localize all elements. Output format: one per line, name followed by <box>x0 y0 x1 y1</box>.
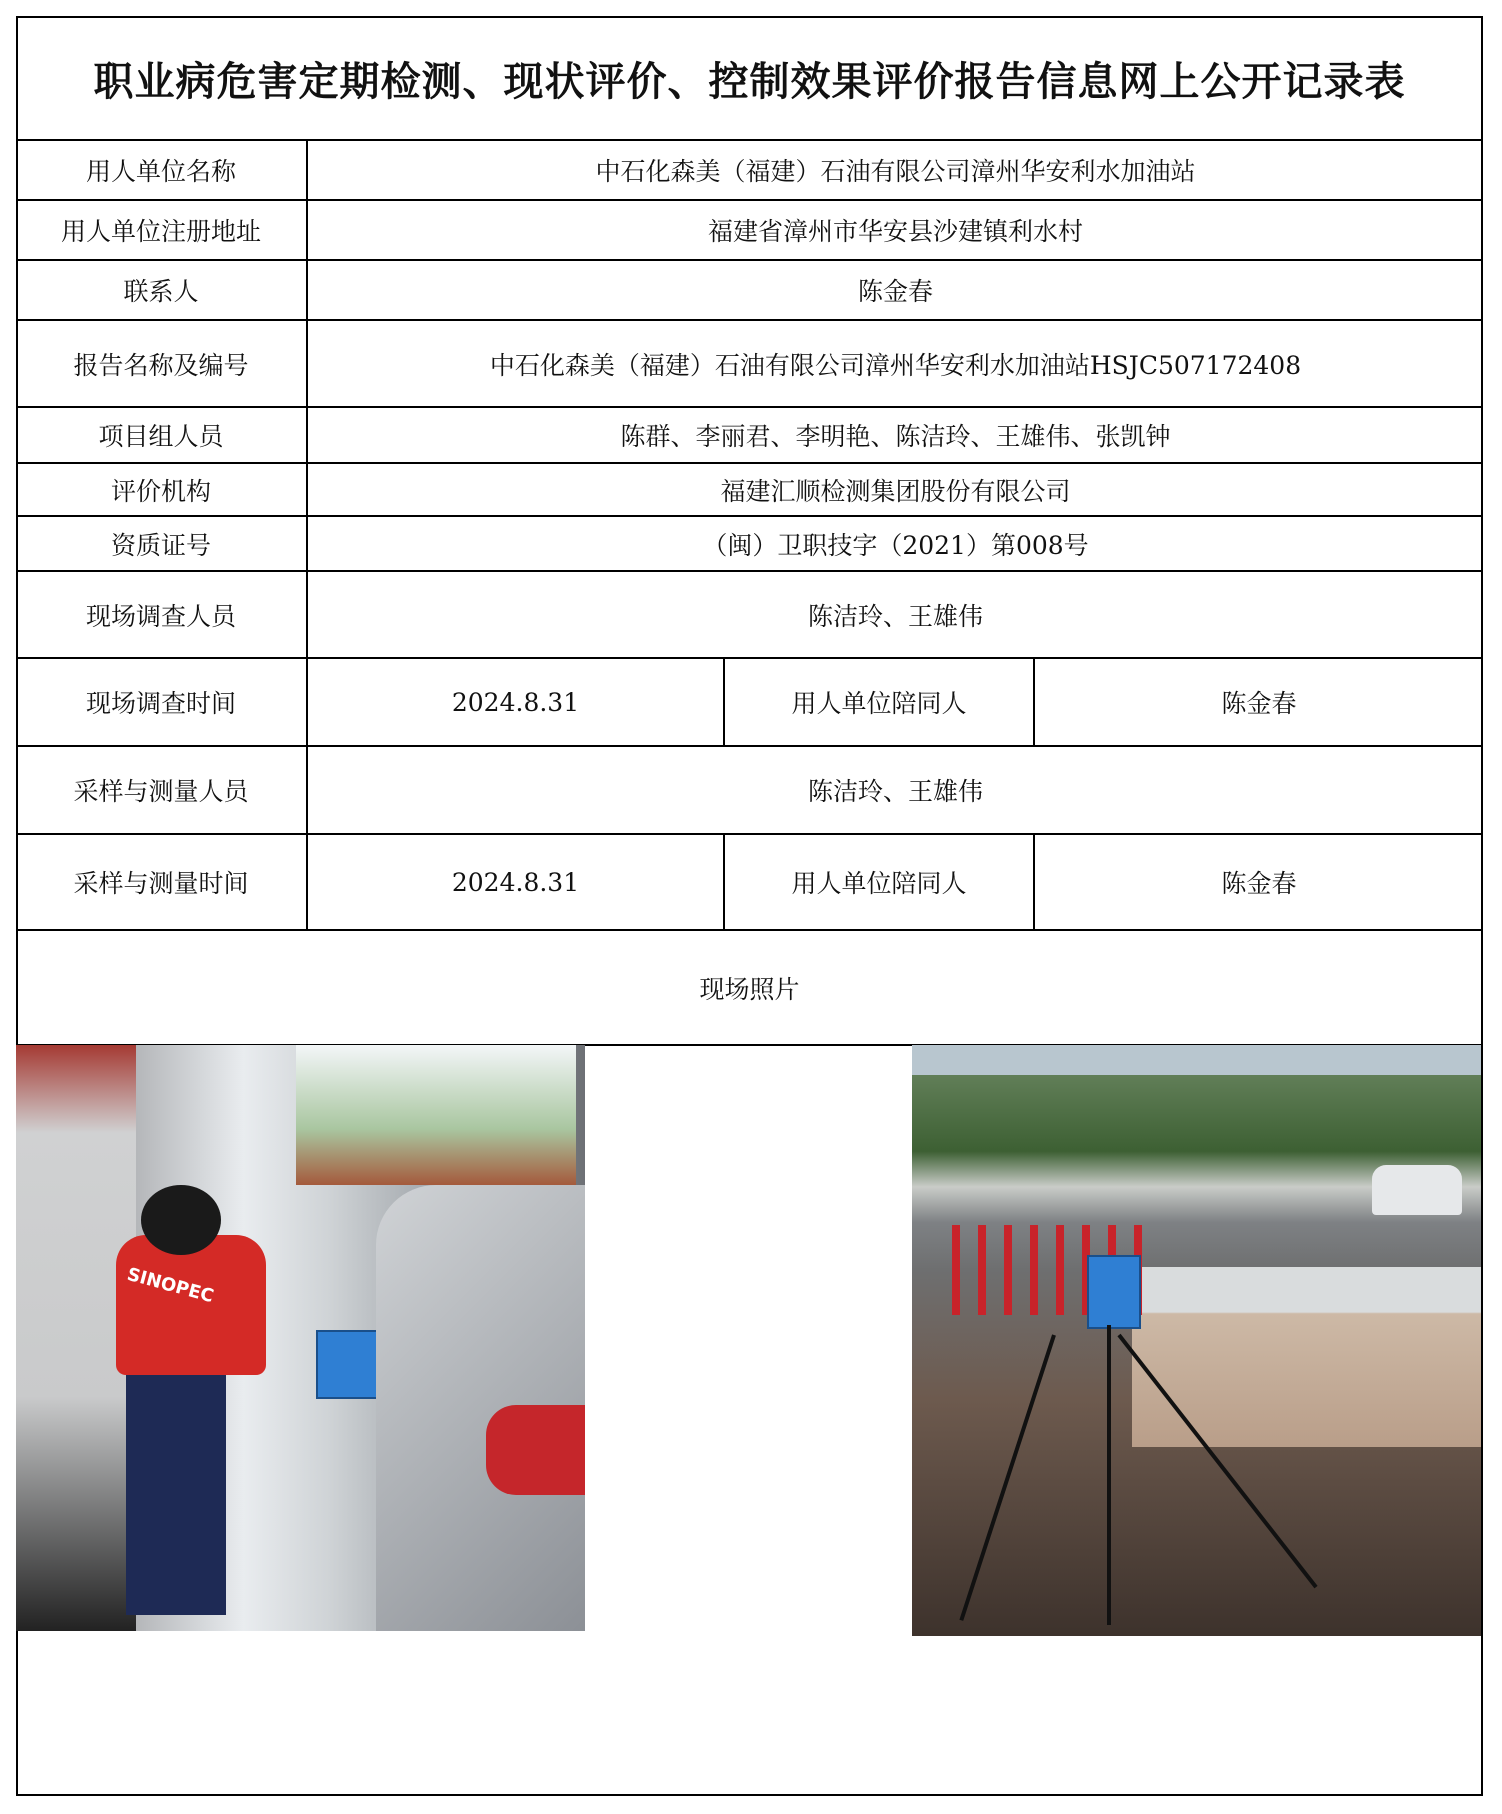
license-value: （闽）卫职技字（2021）第008号 <box>702 530 1089 560</box>
survey-companion-label: 用人单位陪同人 <box>791 689 967 718</box>
employer-name-value: 中石化森美（福建）石油有限公司漳州华安利水加油站 <box>595 157 1196 186</box>
survey-staff-label: 现场调查人员 <box>85 601 236 631</box>
site-photo-gas-station <box>16 1045 585 1631</box>
sinopec-logo: SINOPEC <box>124 1263 216 1308</box>
sampling-time-value: 2024.8.31 <box>451 867 580 897</box>
agency-value: 福建汇顺检测集团股份有限公司 <box>720 476 1071 506</box>
team-label: 项目组人员 <box>98 422 224 451</box>
site-photo-roadside <box>912 1045 1481 1636</box>
sampling-time-label: 采样与测量时间 <box>73 869 249 898</box>
survey-time-label: 现场调查时间 <box>85 689 236 718</box>
team-value: 陈群、李丽君、李明艳、陈洁玲、王雄伟、张凯钟 <box>620 422 1171 451</box>
license-label: 资质证号 <box>110 530 211 560</box>
contact-value: 陈金春 <box>857 277 933 306</box>
employer-address-label: 用人单位注册地址 <box>60 217 261 246</box>
page-title: 职业病危害定期检测、现状评价、控制效果评价报告信息网上公开记录表 <box>93 57 1406 105</box>
survey-time-value: 2024.8.31 <box>451 687 580 717</box>
survey-companion-value: 陈金春 <box>1221 689 1297 718</box>
photos-label: 现场照片 <box>699 974 800 1004</box>
sampling-companion-value: 陈金春 <box>1221 869 1297 898</box>
sampling-staff-value: 陈洁玲、王雄伟 <box>807 777 983 806</box>
report-value: 中石化森美（福建）石油有限公司漳州华安利水加油站HSJC507172408 <box>489 350 1302 380</box>
contact-label: 联系人 <box>123 277 199 306</box>
survey-staff-value: 陈洁玲、王雄伟 <box>807 601 983 631</box>
employer-name-label: 用人单位名称 <box>85 157 236 186</box>
report-label: 报告名称及编号 <box>73 350 249 380</box>
sampling-staff-label: 采样与测量人员 <box>73 777 249 806</box>
employer-address-value: 福建省漳州市华安县沙建镇利水村 <box>707 217 1083 246</box>
sampling-companion-label: 用人单位陪同人 <box>791 869 967 898</box>
agency-label: 评价机构 <box>110 476 211 506</box>
